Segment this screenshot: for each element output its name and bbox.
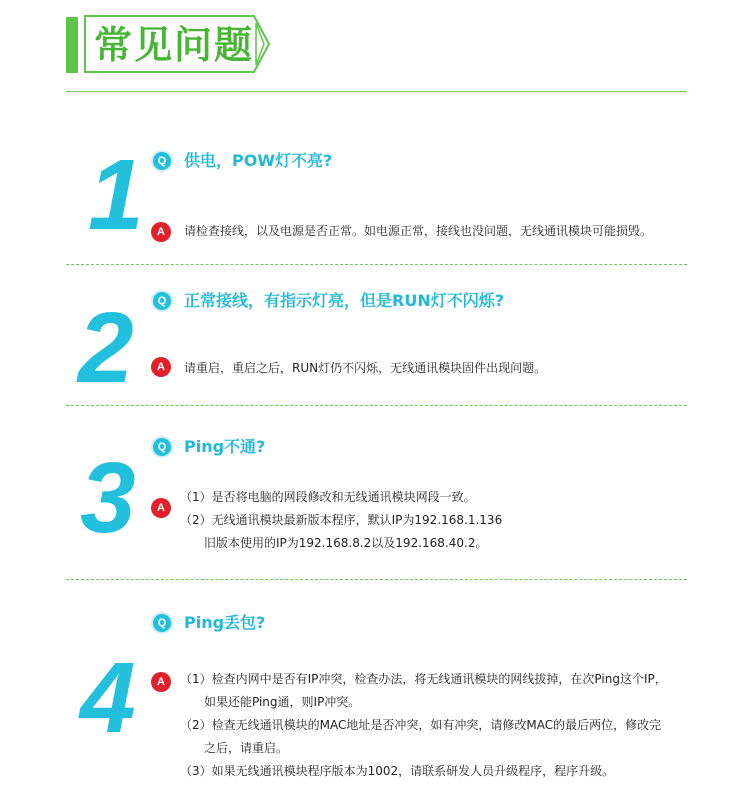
section-divider (66, 264, 687, 265)
faq-number: 3 (80, 442, 136, 554)
answer-badge: A (151, 357, 171, 377)
faq-number: 4 (80, 642, 136, 754)
section-divider (66, 405, 687, 406)
answer-line: （1）检查内网中是否有IP冲突，检查办法，将无线通讯模块的网线拔掉，在次Ping这个IP， (180, 672, 667, 686)
title-banner (84, 15, 270, 73)
question-badge: Q (151, 612, 173, 634)
faq-question: Ping不通? (184, 437, 266, 456)
answer-line: 之后，请重启。 (204, 741, 289, 755)
faq-question: 供电，POW灯不亮? (184, 151, 333, 170)
header-accent-bar (66, 17, 78, 73)
page-title: 常见问题 (94, 23, 255, 67)
section-divider (66, 579, 687, 580)
answer-line: 旧版本使用的IP为192.168.8.2以及192.168.40.2。 (204, 536, 488, 550)
header-divider (66, 91, 687, 92)
faq-answer (184, 357, 546, 380)
faq-question: Ping丢包? (184, 613, 266, 632)
answer-line: 请重启，重启之后，RUN灯仍不闪烁，无线通讯模块固件出现问题。 (184, 361, 547, 375)
faq-answer (180, 668, 667, 783)
question-badge: Q (151, 290, 173, 312)
answer-badge: A (151, 498, 171, 518)
answer-badge: A (151, 222, 171, 242)
faq-question: 正常接线，有指示灯亮，但是RUN灯不闪烁? (184, 291, 504, 310)
faq-number: 1 (88, 139, 144, 251)
question-badge: Q (151, 150, 173, 172)
answer-line: （1）是否将电脑的网段修改和无线通讯模块网段一致。 (180, 490, 476, 504)
faq-answer (180, 486, 502, 555)
faq-answer (184, 220, 652, 243)
answer-badge: A (151, 672, 171, 692)
question-badge: Q (151, 436, 173, 458)
answer-line: 请检查接线，以及电源是否正常。如电源正常，接线也没问题，无线通讯模块可能损毁。 (184, 224, 653, 238)
answer-line: （2）无线通讯模块最新版本程序，默认IP为192.168.1.136 (180, 513, 503, 527)
faq-number: 2 (78, 292, 134, 404)
answer-line: 如果还能Ping通，则IP冲突。 (204, 695, 361, 709)
answer-line: （2）检查无线通讯模块的MAC地址是否冲突，如有冲突，请修改MAC的最后两位，修改完 (180, 718, 662, 732)
answer-line: （3）如果无线通讯模块程序版本为1002，请联系研发人员升级程序，程序升级。 (180, 764, 615, 778)
